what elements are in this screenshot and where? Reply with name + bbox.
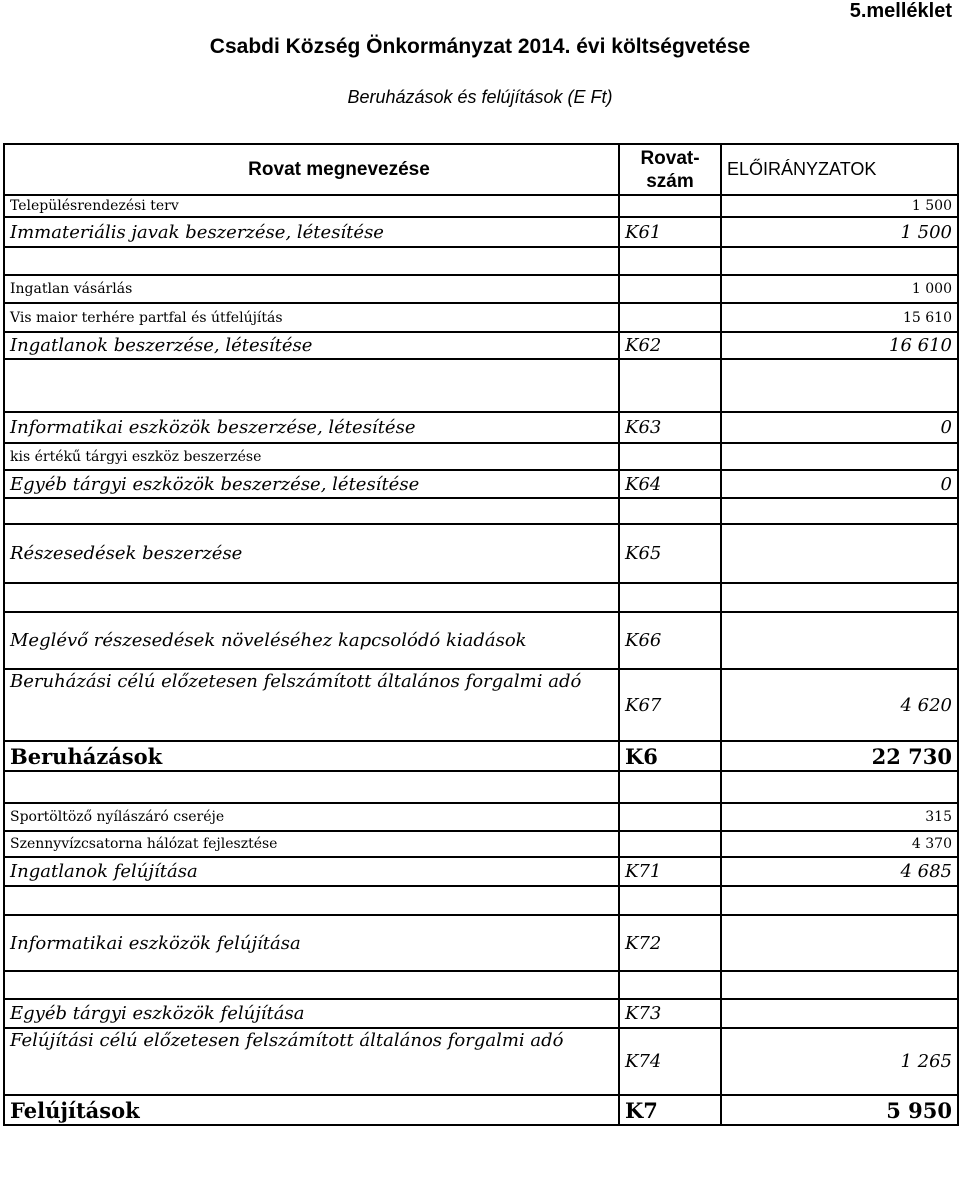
row-value (721, 524, 958, 583)
row-value: 22 730 (721, 741, 958, 771)
row-code: K7 (619, 1095, 721, 1125)
row-code (619, 583, 721, 612)
row-name: Informatikai eszközök felújítása (4, 915, 619, 971)
row-value: 1 265 (721, 1028, 958, 1095)
row-name: Szennyvízcsatorna hálózat fejlesztése (4, 831, 619, 857)
table-row (4, 741, 958, 771)
table-row (4, 583, 958, 612)
row-code: K64 (619, 470, 721, 498)
row-code (619, 886, 721, 915)
table-row (4, 247, 958, 275)
row-value (721, 971, 958, 999)
row-name: Felújítási célú előzetesen felszámított általános forgalmi adó (4, 1028, 619, 1095)
row-code: K73 (619, 999, 721, 1028)
row-value (721, 247, 958, 275)
table-row (4, 470, 958, 498)
row-code: K74 (619, 1028, 721, 1095)
row-name: Településrendezési terv (4, 195, 619, 217)
row-code: K61 (619, 217, 721, 247)
row-name: Informatikai eszközök beszerzése, létesítése (4, 412, 619, 443)
header-code-line1: Rovat- (640, 147, 700, 169)
header-code-line2: szám (646, 170, 694, 192)
row-name: Egyéb tárgyi eszközök beszerzése, létesítése (4, 470, 619, 498)
table-row (4, 332, 958, 359)
table-row (4, 412, 958, 443)
table-row (4, 195, 958, 217)
row-value: 0 (721, 470, 958, 498)
row-name: Beruházások (4, 741, 619, 771)
row-value (721, 999, 958, 1028)
row-code (619, 498, 721, 524)
table-row (4, 771, 958, 803)
row-name: Ingatlanok felújítása (4, 857, 619, 886)
budget-table (3, 143, 959, 1126)
page-subtitle: Beruházások és felújítások (E Ft) (347, 87, 613, 107)
row-value (721, 612, 958, 669)
row-code (619, 831, 721, 857)
table-row (4, 524, 958, 583)
table-row (4, 971, 958, 999)
row-code: K72 (619, 915, 721, 971)
row-code: K6 (619, 741, 721, 771)
row-name (4, 971, 619, 999)
row-name: Ingatlan vásárlás (4, 275, 619, 303)
row-name (4, 771, 619, 803)
row-value: 5 950 (721, 1095, 958, 1125)
header-name: Rovat megnevezése (4, 144, 619, 195)
table-row (4, 359, 958, 412)
row-value: 0 (721, 412, 958, 443)
table-row (4, 612, 958, 669)
header-estimates: ELŐIRÁNYZATOK (721, 144, 958, 195)
row-value (721, 771, 958, 803)
table-row (4, 1028, 958, 1095)
row-code (619, 771, 721, 803)
row-code (619, 247, 721, 275)
row-code (619, 303, 721, 332)
table-row (4, 443, 958, 470)
row-name: Meglévő részesedések növeléséhez kapcsolódó kiadások (4, 612, 619, 669)
row-value: 4 370 (721, 831, 958, 857)
row-name (4, 247, 619, 275)
row-name: Felújítások (4, 1095, 619, 1125)
row-name: Részesedések beszerzése (4, 524, 619, 583)
row-code (619, 443, 721, 470)
page-title: Csabdi Község Önkormányzat 2014. évi költségvetése (209, 35, 751, 58)
table-header-row (4, 144, 958, 195)
table-row (4, 886, 958, 915)
table-row (4, 915, 958, 971)
table-row (4, 498, 958, 524)
row-code: K67 (619, 669, 721, 741)
row-value: 4 620 (721, 669, 958, 741)
row-name: kis értékű tárgyi eszköz beszerzése (4, 443, 619, 470)
row-name (4, 498, 619, 524)
table-row (4, 803, 958, 831)
row-value (721, 443, 958, 470)
row-name: Ingatlanok beszerzése, létesítése (4, 332, 619, 359)
table-row (4, 303, 958, 332)
table-row (4, 857, 958, 886)
row-code (619, 195, 721, 217)
row-name: Beruházási célú előzetesen felszámított általános forgalmi adó (4, 669, 619, 741)
row-code (619, 359, 721, 412)
row-name: Immateriális javak beszerzése, létesítése (4, 217, 619, 247)
row-name: Sportöltöző nyílászáró cseréje (4, 803, 619, 831)
row-code (619, 275, 721, 303)
row-name: Vis maior terhére partfal és útfelújítás (4, 303, 619, 332)
row-code: K65 (619, 524, 721, 583)
row-value (721, 498, 958, 524)
table-row (4, 217, 958, 247)
row-value: 315 (721, 803, 958, 831)
table-row (4, 275, 958, 303)
row-value (721, 359, 958, 412)
row-code (619, 971, 721, 999)
row-value: 1 500 (721, 195, 958, 217)
row-name (4, 359, 619, 412)
row-value (721, 583, 958, 612)
annex-label: 5.melléklet (849, 0, 952, 22)
row-code: K63 (619, 412, 721, 443)
row-value (721, 886, 958, 915)
row-code: K71 (619, 857, 721, 886)
row-value (721, 915, 958, 971)
row-name (4, 583, 619, 612)
row-value: 1 000 (721, 275, 958, 303)
row-value: 15 610 (721, 303, 958, 332)
row-code (619, 803, 721, 831)
row-value: 1 500 (721, 217, 958, 247)
table-row (4, 999, 958, 1028)
row-value: 16 610 (721, 332, 958, 359)
table-row (4, 669, 958, 741)
row-name: Egyéb tárgyi eszközök felújítása (4, 999, 619, 1028)
table-row (4, 1095, 958, 1125)
row-name (4, 886, 619, 915)
table-row (4, 831, 958, 857)
header-code (619, 144, 721, 195)
row-code: K66 (619, 612, 721, 669)
row-code: K62 (619, 332, 721, 359)
row-value: 4 685 (721, 857, 958, 886)
